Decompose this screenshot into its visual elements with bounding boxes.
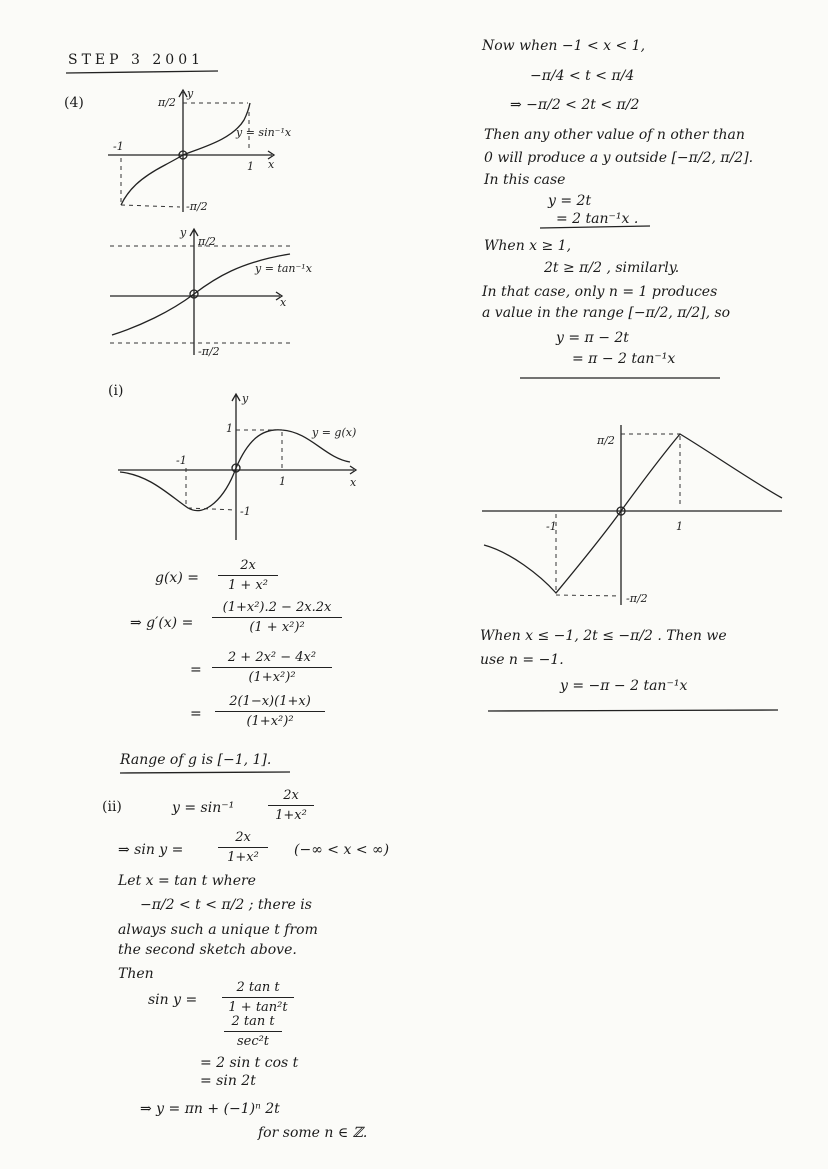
sketch4-xneg: -1 <box>546 520 557 533</box>
title-underline <box>66 71 218 73</box>
sketch1-xpos: 1 <box>247 160 254 173</box>
ii-final2: for some n ∈ ℤ. <box>258 1125 368 1141</box>
gprime3-frac <box>215 694 325 729</box>
gprime1-lhs: ⇒ g′(x) = <box>130 615 194 631</box>
g-def-num: 2x <box>240 558 256 573</box>
sketch4-ymax: π/2 <box>597 434 615 447</box>
g-def-frac <box>218 558 278 593</box>
right-l5: 0 will produce a y outside [−π/2, π/2]. <box>484 150 754 166</box>
sketch2-yaxis-label: y <box>180 226 187 239</box>
sketch3-yneg: -1 <box>240 505 251 518</box>
ii-line1-lhs: y = sin⁻¹ <box>172 800 235 816</box>
gprime1-num: (1+x²).2 − 2x.2x <box>222 600 332 615</box>
ii-line6: the second sketch above. <box>118 942 297 958</box>
sketch1-xneg: -1 <box>113 140 124 153</box>
ii-siny4: = sin 2t <box>200 1073 256 1089</box>
right-l10: 2t ≥ π/2 , similarly. <box>544 260 680 276</box>
sketch1-ymin: -π/2 <box>186 200 208 213</box>
ii-line1-num: 2x <box>283 788 299 803</box>
ii-line3: Let x = tan t where <box>118 873 256 889</box>
sketch1-xaxis-label: x <box>268 158 275 171</box>
sketch-combined <box>482 425 782 605</box>
sketch-g <box>118 392 357 540</box>
sketch-arcsin <box>108 87 292 213</box>
sketch4-ymin: -π/2 <box>626 592 648 605</box>
range-statement: Range of g is [−1, 1]. <box>120 752 272 768</box>
sketch3-ypos: 1 <box>226 422 233 435</box>
ii-siny1-lhs: sin y = <box>148 992 198 1008</box>
gprime3-den: (1+x²)² <box>246 714 294 729</box>
ii-line2-num: 2x <box>235 830 251 845</box>
ii-siny3: = 2 sin t cos t <box>200 1055 299 1071</box>
ii-siny2-den: sec²t <box>236 1034 270 1049</box>
ii-siny1-den: 1 + tan²t <box>228 1000 288 1015</box>
part-i-label: (i) <box>108 383 124 399</box>
right-l2: −π/4 < t < π/4 <box>530 68 635 84</box>
sketch4-curve <box>484 434 782 593</box>
gprime2-den: (1+x²)² <box>248 670 296 685</box>
page-title: STEP 3 2001 <box>68 52 205 68</box>
ii-line2-frac <box>218 830 268 865</box>
ii-final: ⇒ y = πn + (−1)ⁿ 2t <box>140 1101 280 1117</box>
gprime3-num: 2(1−x)(1+x) <box>229 694 311 709</box>
right-l9: When x ≥ 1, <box>484 238 572 254</box>
sketch3-xaxis-label: x <box>350 476 357 489</box>
ii-line2-den: 1+x² <box>227 850 259 865</box>
sketch1-yaxis-label: y <box>187 87 194 100</box>
ii-line2-lhs: ⇒ sin y = <box>118 842 184 858</box>
g-def-den: 1 + x² <box>228 578 268 593</box>
right-l4: Then any other value of n other than <box>484 127 745 143</box>
sketch1-label: y = sin⁻¹x <box>236 126 292 139</box>
right-l6: In this case <box>484 172 566 188</box>
ii-siny1-frac <box>222 980 294 1015</box>
ii-siny2-num: 2 tan t <box>231 1014 275 1029</box>
sketch3-label: y = g(x) <box>312 426 357 439</box>
right-l15: When x ≤ −1, 2t ≤ −π/2 . Then we <box>480 628 727 644</box>
sketch3-xpos: 1 <box>279 475 286 488</box>
right-l13: y = π − 2t <box>556 330 629 346</box>
sketch3-yaxis-label: y <box>242 392 249 405</box>
g-def-lhs: g(x) = <box>155 570 199 586</box>
sketch-arctan <box>110 226 313 358</box>
right-l17: y = −π − 2 tan⁻¹x <box>560 678 688 694</box>
ii-line4: −π/2 < t < π/2 ; there is <box>140 897 312 913</box>
ii-siny2-frac <box>224 1014 282 1049</box>
ii-line1-den: 1+x² <box>275 808 307 823</box>
right-l7: y = 2t <box>548 193 592 209</box>
gprime2-num: 2 + 2x² − 4x² <box>227 650 317 665</box>
gprime3-lhs: = <box>190 706 202 722</box>
right-l8: = 2 tan⁻¹x . <box>556 211 639 227</box>
sketch3-xneg: -1 <box>176 454 187 467</box>
sketch2-xaxis-label: x <box>280 296 287 309</box>
sketch1-curve <box>121 103 250 205</box>
sketch2-ymin: -π/2 <box>198 345 220 358</box>
sketch1-ymax: π/2 <box>158 96 176 109</box>
ii-then: Then <box>118 966 154 982</box>
gprime2-lhs: = <box>190 662 202 678</box>
ii-line5: always such a unique t from <box>118 922 318 938</box>
sketch2-label: y = tan⁻¹x <box>255 262 312 275</box>
part-ii-label: (ii) <box>102 799 122 815</box>
gprime2-frac <box>212 650 332 685</box>
sketch4-xpos: 1 <box>676 520 683 533</box>
gprime1-frac <box>212 600 342 635</box>
right-l14: = π − 2 tan⁻¹x <box>572 351 676 367</box>
ii-line2-rhs: (−∞ < x < ∞) <box>294 842 390 858</box>
part-label: (4) <box>64 95 84 111</box>
right-l12: a value in the range [−π/2, π/2], so <box>482 305 731 321</box>
ii-line1-frac <box>268 788 314 823</box>
right-l3: ⇒ −π/2 < 2t < π/2 <box>510 97 640 113</box>
sketch2-ymax: π/2 <box>198 235 216 248</box>
gprime1-den: (1 + x²)² <box>249 620 305 635</box>
right-l16: use n = −1. <box>480 652 564 668</box>
ii-siny1-num: 2 tan t <box>236 980 280 995</box>
right-l1: Now when −1 < x < 1, <box>482 38 646 54</box>
right-l11: In that case, only n = 1 produces <box>482 284 718 300</box>
